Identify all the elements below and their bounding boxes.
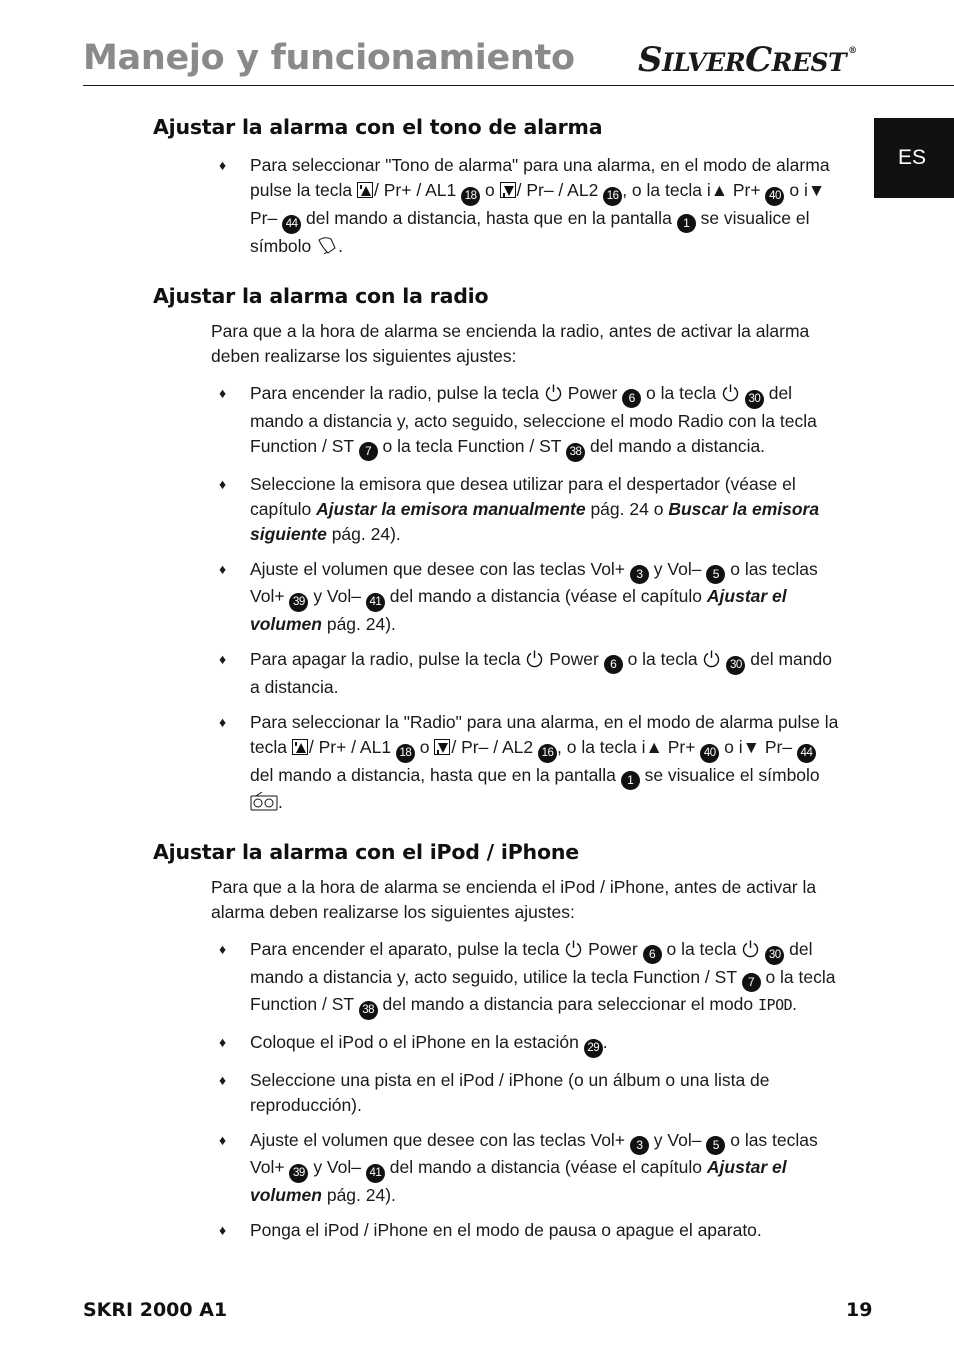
- intro-paragraph: Para que a la hora de alarma se encienda el iPod / iPhone, antes de activar la alarma deben realizarse los siguientes ajustes:: [211, 877, 817, 922]
- ref-number: 39: [289, 1164, 308, 1183]
- ref-number: 7: [742, 973, 761, 992]
- ref-number: 6: [622, 389, 641, 408]
- ref-number: 6: [604, 655, 623, 674]
- ref-number: 3: [630, 1136, 649, 1155]
- section-heading-tone: Ajustar la alarma con el tono de alarma: [153, 115, 603, 139]
- diamond-bullet-icon: ♦: [219, 476, 227, 492]
- footer-model: SKRI 2000 A1: [83, 1299, 228, 1321]
- key-up-icon: [292, 739, 308, 755]
- diamond-bullet-icon: ♦: [219, 1132, 227, 1148]
- intro-paragraph: Para que a la hora de alarma se encienda la radio, antes de activar la alarma deben realizarse los siguientes ajustes:: [211, 321, 810, 366]
- ref-number: 16: [538, 744, 557, 763]
- ref-number: 1: [621, 771, 640, 790]
- ref-number: 40: [700, 744, 719, 763]
- ref-number: 6: [643, 945, 662, 964]
- ref-number: 39: [289, 593, 308, 612]
- ref-number: 18: [396, 744, 415, 763]
- page-content: [153, 112, 843, 1243]
- diamond-bullet-icon: ♦: [219, 941, 227, 957]
- ref-number: 18: [461, 187, 480, 206]
- ref-number: 3: [630, 565, 649, 584]
- key-up-icon: [357, 182, 373, 198]
- radio-icon: [250, 791, 278, 811]
- ref-number: 16: [603, 187, 622, 206]
- key-down-icon: [500, 182, 516, 198]
- ref-number: 38: [359, 1001, 378, 1020]
- lcd-mode-text: IPOD: [758, 996, 793, 1014]
- list-item: ♦ Seleccione una pista en el iPod / iPhone (o un álbum o una lista de reproducción).: [219, 1070, 770, 1115]
- ref-number: 30: [765, 946, 784, 965]
- list-item: ♦ Ajuste el volumen que desee con las teclas Vol+ 3 y Vol– 5 o las teclas Vol+ 39 y Vol– 41 del mando a distancia (véase el capítulo Ajustar el volumen pág. 24).: [219, 1130, 818, 1205]
- key-down-icon: [434, 739, 450, 755]
- ref-number: 44: [282, 215, 301, 234]
- ref-number: 38: [566, 443, 585, 462]
- ref-number: 30: [726, 656, 745, 675]
- language-tab: ES: [874, 118, 954, 198]
- ref-number: 7: [359, 442, 378, 461]
- list-item: ♦ Coloque el iPod o el iPhone en la estación 29 .: [153, 1030, 843, 1058]
- list-item: ♦ Seleccione la emisora que desea utilizar para el despertador (véase el capítulo Ajustar la emisora manualmente pág. 24 o Buscar la emisora siguiente pág. 24).: [219, 474, 820, 544]
- ref-number: 5: [706, 1136, 725, 1155]
- list-item: ♦ Ponga el iPod / iPhone en el modo de pausa o apague el aparato.: [153, 1218, 843, 1243]
- header-rule: [83, 85, 954, 86]
- ref-number: 5: [706, 565, 725, 584]
- diamond-bullet-icon: ♦: [219, 561, 227, 577]
- section-heading-radio: Ajustar la alarma con la radio: [153, 284, 489, 308]
- diamond-bullet-icon: ♦: [219, 714, 227, 730]
- power-icon: [702, 649, 721, 668]
- power-icon: [564, 939, 583, 958]
- diamond-bullet-icon: ♦: [219, 385, 227, 401]
- ref-number: 41: [366, 593, 385, 612]
- power-icon: [741, 939, 760, 958]
- diamond-bullet-icon: ♦: [219, 651, 227, 667]
- ref-number: 30: [745, 390, 764, 409]
- ref-number: 29: [584, 1039, 603, 1058]
- page-number: 19: [846, 1299, 873, 1321]
- power-icon: [544, 383, 563, 402]
- list-item: ♦ Ajuste el volumen que desee con las teclas Vol+ 3 y Vol– 5 o las teclas Vol+ 39 y Vol– 41 del mando a distancia (véase el capítulo Ajustar el volumen pág. 24).: [219, 559, 818, 634]
- list-item: ♦ Para seleccionar la "Radio" para una alarma, en el modo de alarma pulse la tecla / Pr+ / AL1 18 o / Pr– / AL2 16 , o la tecla i▲ Pr+ 40 o i▼ Pr– 44 del mando a distancia, hasta que en la pantalla 1 se visualice el símbolo .: [219, 712, 839, 812]
- list-item: ♦ Para apagar la radio, pulse la tecla Power 6 o la tecla 30 del mando a distancia.: [219, 649, 832, 697]
- list-item: ♦ Para encender la radio, pulse la tecla Power 6 o la tecla 30 del mando a distancia y, acto seguido, seleccione el modo Radio con la tecla Function / ST 7 o la tecla Function / ST 38 del mando a distancia.: [153, 381, 843, 462]
- power-icon: [525, 649, 544, 668]
- ref-number: 44: [797, 744, 816, 763]
- power-icon: [721, 383, 740, 402]
- ref-number: 1: [677, 214, 696, 233]
- section-heading-ipod: Ajustar la alarma con el iPod / iPhone: [153, 840, 579, 864]
- diamond-bullet-icon: ♦: [219, 1072, 227, 1088]
- list-item: ♦ Para seleccionar "Tono de alarma" para una alarma, en el modo de alarma pulse la tecla / Pr+ / AL1 18 o / Pr– / AL2 16 , o la tecla i▲ Pr+ 40 o i▼ Pr– 44 del mando a distancia, hasta que en la pantalla 1 se visualice el símbolo .: [219, 155, 830, 256]
- diamond-bullet-icon: ♦: [219, 1222, 227, 1238]
- brand-logo: SILVERCREST ®: [638, 40, 857, 80]
- diamond-bullet-icon: ♦: [219, 157, 227, 173]
- ref-number: 40: [765, 187, 784, 206]
- ref-number: 41: [366, 1164, 385, 1183]
- bell-icon: [316, 235, 338, 255]
- list-item: ♦ Para encender el aparato, pulse la tecla Power 6 o la tecla 30 del mando a distancia y, acto seguido, utilice la tecla Function / ST 7 o la tecla Function / ST 38 del mando a distancia para seleccionar el modo IPOD.: [153, 937, 843, 1020]
- page-title: Manejo y funcionamiento: [83, 38, 575, 78]
- diamond-bullet-icon: ♦: [219, 1034, 227, 1050]
